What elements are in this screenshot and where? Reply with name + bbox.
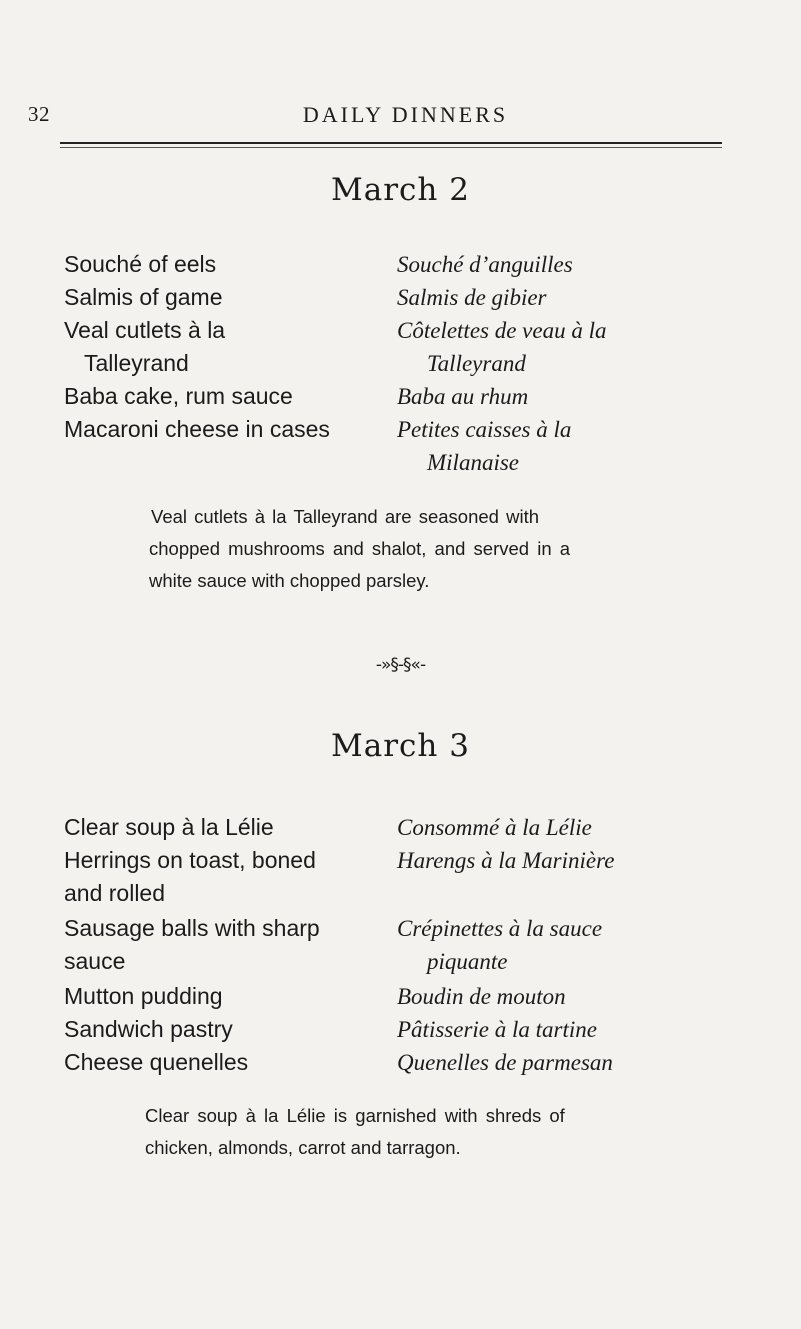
menu-item-fr: Milanaise — [427, 450, 519, 475]
note-line: Clear soup à la Lélie is garnished with shreds of — [145, 1105, 565, 1126]
menu-item-en: Macaroni cheese in cases — [64, 416, 330, 442]
menu-item-fr: Côtelettes de veau à la — [397, 318, 607, 343]
menu-item-en: Salmis of game — [64, 284, 223, 310]
menu-item-fr: Pâtisserie à la tartine — [397, 1017, 597, 1042]
note-line: white sauce with chopped parsley. — [149, 570, 430, 591]
section-title-march-2: March 2 — [331, 172, 470, 208]
menu-item-en: Veal cutlets à la — [64, 317, 226, 343]
page-header — [28, 70, 783, 140]
menu-item-fr: Crépinettes à la sauce — [397, 916, 603, 941]
menu-item-en: and rolled — [64, 880, 166, 906]
running-head: DAILY DINNERS — [302, 102, 509, 127]
menu-item-fr: Talleyrand — [427, 351, 526, 376]
section-title-march-3: March 3 — [331, 728, 470, 764]
menu-item-fr: Salmis de gibier — [397, 285, 547, 310]
menu-item-en: Talleyrand — [84, 350, 189, 376]
note-line: chicken, almonds, carrot and tarragon. — [145, 1137, 461, 1158]
menu-item-en: Souché of eels — [64, 251, 217, 277]
menu-item-fr: Quenelles de parmesan — [397, 1050, 613, 1075]
menu-item-fr: Boudin de mouton — [397, 984, 566, 1009]
menu-item-en: sauce — [64, 948, 126, 974]
section-ornament: -»§-§«- — [375, 655, 426, 675]
menu-item-en: Sandwich pastry — [64, 1016, 233, 1042]
page-number: 32 — [28, 102, 50, 126]
note-line: Veal cutlets à la Talleyrand are seasoned with — [151, 506, 540, 527]
menu-item-en: Herrings on toast, boned — [64, 847, 316, 873]
menu-item-en: Mutton pudding — [64, 983, 223, 1009]
menu-item-fr: piquante — [427, 949, 508, 974]
menu-item-en: Cheese quenelles — [64, 1049, 249, 1075]
header-rule-thin — [60, 147, 722, 148]
menu-item-en: Baba cake, rum sauce — [64, 383, 293, 409]
note-line: chopped mushrooms and shalot, and served in a — [149, 538, 571, 559]
menu-item-fr: Souché d’anguilles — [397, 252, 573, 277]
menu-item-en: Clear soup à la Lélie — [64, 814, 274, 840]
menu-item-fr: Harengs à la Marinière — [397, 848, 615, 873]
header-rule — [60, 142, 722, 144]
menu-item-fr: Petites caisses à la — [397, 417, 572, 442]
menu-item-fr: Baba au rhum — [397, 384, 529, 409]
menu-item-en: Sausage balls with sharp — [64, 915, 320, 941]
menu-item-fr: Consommé à la Lélie — [397, 815, 592, 840]
